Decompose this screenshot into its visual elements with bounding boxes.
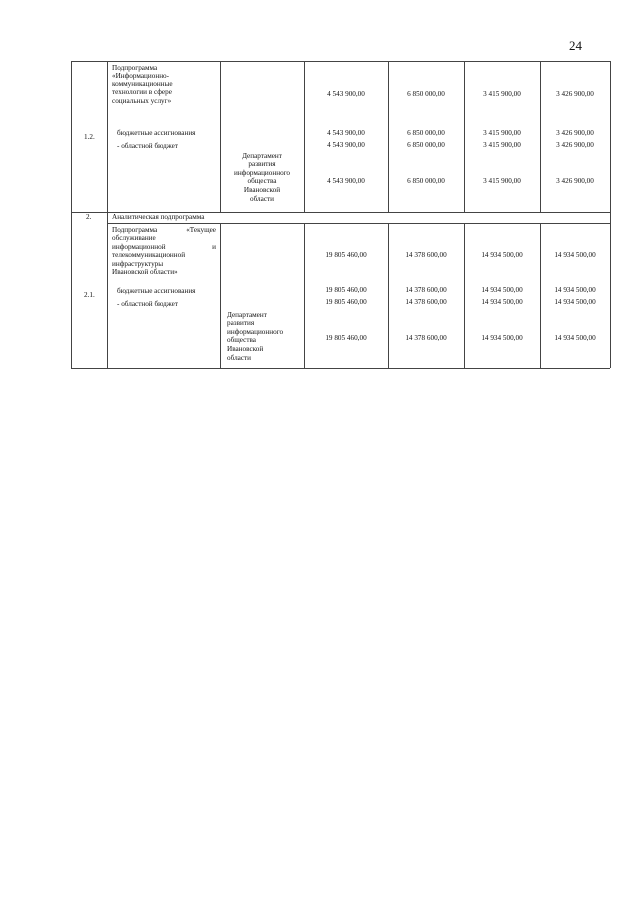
table-line bbox=[107, 223, 610, 224]
subprogram-title-line: Ивановской области» bbox=[112, 268, 178, 276]
amount-cell: 14 378 600,00 bbox=[405, 251, 447, 259]
subprogram-title-line: телекоммуникационной bbox=[112, 251, 186, 259]
amount-cell: 19 805 460,00 bbox=[325, 286, 367, 294]
row-index: 2.1. bbox=[84, 291, 95, 299]
title-word: информационной bbox=[112, 243, 166, 251]
subprogram-group-title: Аналитическая подпрограмма bbox=[112, 213, 205, 221]
amount-cell: 19 805 460,00 bbox=[325, 251, 367, 259]
amount-cell: 4 543 900,00 bbox=[327, 90, 365, 98]
budget-label: бюджетные ассигнования bbox=[117, 129, 196, 137]
amount-cell: 19 805 460,00 bbox=[325, 298, 367, 306]
executor-line: области bbox=[249, 195, 275, 203]
amount-cell: 3 415 900,00 bbox=[483, 177, 521, 185]
table-line bbox=[71, 61, 72, 368]
table-line bbox=[304, 61, 305, 212]
row-index: 1.2. bbox=[84, 133, 95, 141]
amount-cell: 4 543 900,00 bbox=[327, 129, 365, 137]
row-index: 2. bbox=[86, 213, 92, 221]
amount-cell: 3 415 900,00 bbox=[483, 141, 521, 149]
table-line bbox=[71, 368, 610, 369]
table-line bbox=[304, 223, 305, 368]
executor-line: Ивановской bbox=[243, 186, 281, 194]
amount-cell: 6 850 000,00 bbox=[407, 141, 445, 149]
executor-line: развития bbox=[248, 160, 276, 168]
table-line bbox=[540, 61, 541, 212]
amount-cell: 14 934 500,00 bbox=[481, 286, 523, 294]
table-line bbox=[71, 61, 610, 62]
table-line bbox=[464, 61, 465, 212]
amount-cell: 19 805 460,00 bbox=[325, 334, 367, 342]
regional-budget-label: - областной бюджет bbox=[117, 142, 178, 150]
subprogram-title-line: социальных услуг» bbox=[112, 97, 172, 105]
executor-line: информационного bbox=[227, 328, 284, 336]
executor-line: области bbox=[227, 354, 252, 362]
amount-cell: 6 850 000,00 bbox=[407, 177, 445, 185]
executor-line: развития bbox=[227, 319, 255, 327]
executor-line: Ивановской bbox=[227, 345, 264, 353]
subprogram-title-line: технологии в сфере bbox=[112, 88, 172, 96]
amount-cell: 4 543 900,00 bbox=[327, 177, 365, 185]
subprogram-title-line: обслуживание bbox=[112, 234, 156, 242]
amount-cell: 3 426 900,00 bbox=[556, 141, 594, 149]
amount-cell: 14 378 600,00 bbox=[405, 286, 447, 294]
amount-cell: 14 378 600,00 bbox=[405, 298, 447, 306]
table-line bbox=[107, 61, 108, 368]
amount-cell: 14 934 500,00 bbox=[481, 334, 523, 342]
table-line bbox=[388, 223, 389, 368]
amount-cell: 3 426 900,00 bbox=[556, 177, 594, 185]
title-word: Подпрограмма bbox=[112, 226, 158, 234]
amount-cell: 6 850 000,00 bbox=[407, 90, 445, 98]
executor-line: информационного bbox=[233, 169, 291, 177]
subprogram-title-line: «Информационно- bbox=[112, 72, 170, 80]
table-line bbox=[464, 223, 465, 368]
amount-cell: 14 934 500,00 bbox=[554, 286, 596, 294]
executor-line: общества bbox=[227, 336, 256, 344]
page-number: 24 bbox=[569, 38, 582, 53]
table-line bbox=[540, 223, 541, 368]
table-line bbox=[610, 61, 611, 368]
amount-cell: 3 415 900,00 bbox=[483, 90, 521, 98]
amount-cell: 14 378 600,00 bbox=[405, 334, 447, 342]
amount-cell: 14 934 500,00 bbox=[554, 251, 596, 259]
amount-cell: 6 850 000,00 bbox=[407, 129, 445, 137]
table-line bbox=[220, 223, 221, 368]
executor-line: Департамент bbox=[227, 311, 267, 319]
title-word: и bbox=[212, 243, 216, 251]
table-line bbox=[220, 61, 221, 212]
amount-cell: 14 934 500,00 bbox=[554, 334, 596, 342]
regional-budget-label: - областной бюджет bbox=[117, 300, 178, 308]
budget-label: бюджетные ассигнования bbox=[117, 287, 196, 295]
amount-cell: 14 934 500,00 bbox=[481, 251, 523, 259]
amount-cell: 14 934 500,00 bbox=[554, 298, 596, 306]
subprogram-title-line: инфраструктуры bbox=[112, 260, 164, 268]
subprogram-title-line: Подпрограмма bbox=[112, 64, 158, 72]
title-word: «Текущее bbox=[186, 226, 216, 234]
amount-cell: 14 934 500,00 bbox=[481, 298, 523, 306]
amount-cell: 3 426 900,00 bbox=[556, 90, 594, 98]
amount-cell: 3 426 900,00 bbox=[556, 129, 594, 137]
subprogram-title-line: коммуникационные bbox=[112, 80, 173, 88]
table-line bbox=[388, 61, 389, 212]
executor-line: общества bbox=[247, 177, 277, 185]
amount-cell: 4 543 900,00 bbox=[327, 141, 365, 149]
executor-line: Департамент bbox=[242, 152, 282, 160]
amount-cell: 3 415 900,00 bbox=[483, 129, 521, 137]
